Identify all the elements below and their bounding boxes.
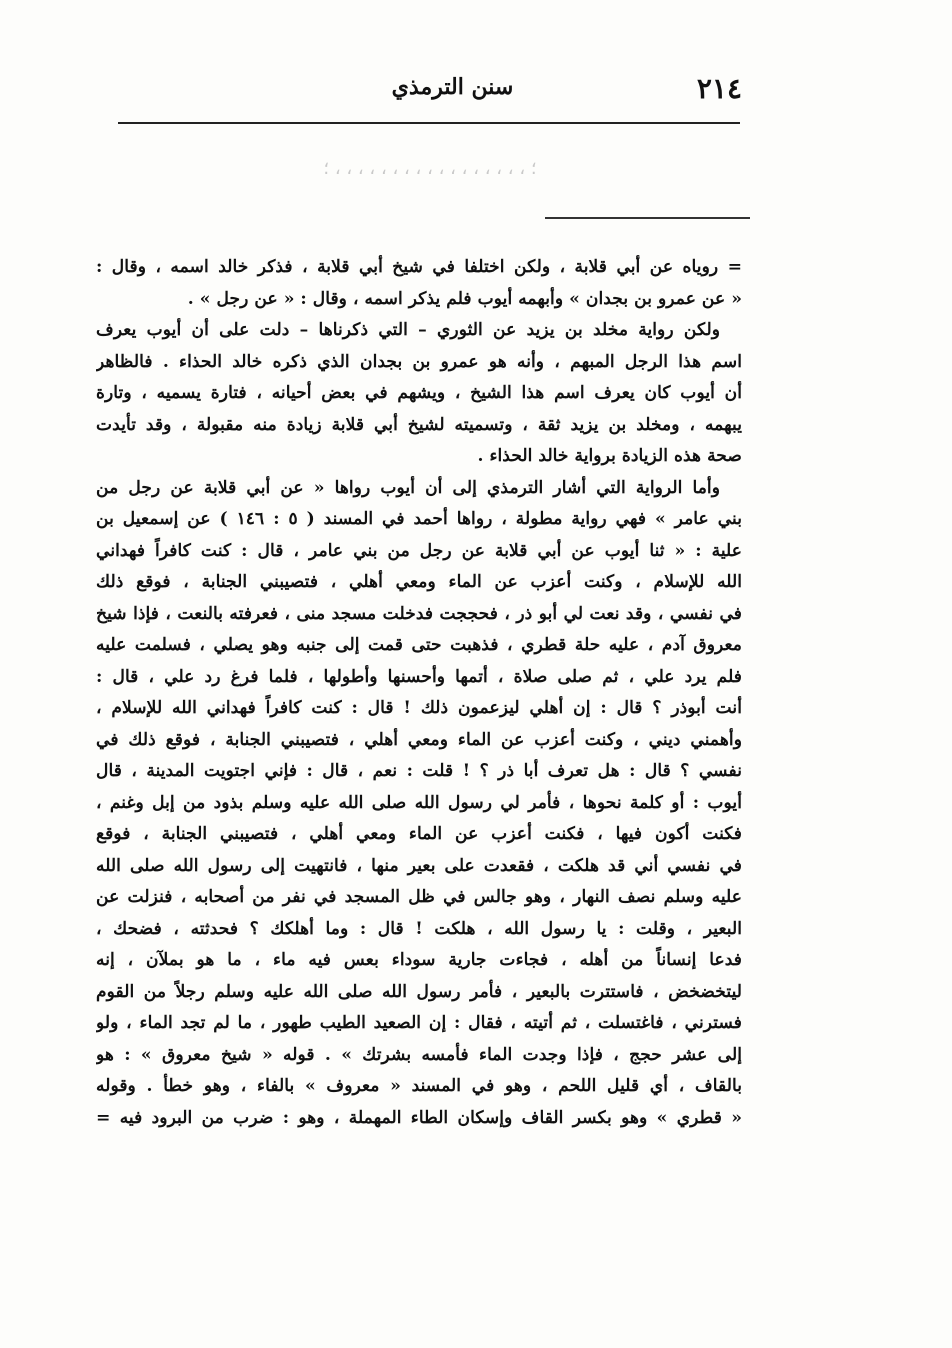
text-line: أيوب : أو كلمة نحوها ، فأمر لي رسول الله صلى الله عليه وسلم بذود من إبل وغنم ، xyxy=(96,792,742,813)
text-line: علية : « ثنا أيوب عن أبي قلابة عن رجل من بني عامر ، قال : كنت كافراً فهداني xyxy=(96,540,742,561)
running-title: سنن الترمذي xyxy=(391,74,514,100)
text-line: « قطري » وهو بكسر القاف وإسكان الطاء المهملة ، وهو : ضرب من البرود فيه = xyxy=(96,1107,742,1128)
text-line: فسترني ، فاغتسلت ، ثم أتيته ، فقال : إن الصعيد الطيب طهور ، ما لم تجد الماء ، ولو xyxy=(96,1013,742,1033)
text-line: صحة هذه الزيادة برواية خالد الحذاء . xyxy=(477,446,742,466)
text-line: عليه وسلم نصف النهار ، وهو جالس في ظل المسجد في نفر من أصحابه ، فنزلت عن xyxy=(96,887,742,907)
text-line: نفسي ؟ قال : هل تعرف أبا ذر ؟ ! قلت : نعم ، قال : فإني اجتويت المدينة ، قال xyxy=(96,761,742,781)
header-rule xyxy=(118,122,740,124)
text-line: بالقاف ، أي قليل اللحم ، وهو في المسند « معروف » بالفاء ، وهو خطأ . وقوله xyxy=(96,1076,742,1096)
page-number: ٢١٤ xyxy=(696,72,742,105)
text-line: أنت أبوذر ؟ قال : إن أهلي ليزعمون ذلك ! قال : كنت كافراً فهداني الله للإسلام ، xyxy=(96,698,742,718)
text-line: فكنت أكون فيها ، فكنت أعزب عن الماء ومعي أهلي ، فتصيبني الجنابة ، فوقع xyxy=(96,824,742,844)
text-line: وأهمني ديني ، وكنت أعزب عن الماء ومعي أهلي ، فتصيبني الجنابة ، فوقع ذلك في xyxy=(96,729,742,750)
text-line: أن أيوب كان يعرف اسم هذا الشيخ ، ويشهم في بعض أحيانه ، فتارة يسميه ، وتارة xyxy=(96,383,742,403)
text-line: = روياه عن أبي قلابة ، ولكن اختلفا في شيخ أبي قلابة ، فذكر خالد اسمه ، وقال : xyxy=(96,257,742,277)
text-line: في نفسي أني قد هلكت ، فقعدت على بعير منها ، فانتهيت إلى رسول الله صلى الله xyxy=(96,855,742,876)
paragraph xyxy=(96,315,742,473)
text-line: وأما الرواية التي أشار الترمذي إلى أن أيوب رواها « عن أبي قلابة عن رجل من xyxy=(96,477,720,498)
paragraph xyxy=(96,473,742,1135)
text-line: ليتخضخض ، فاستترت بالبعير ، فأمر رسول الله صلى الله عليه وسلم رجلاً من القوم xyxy=(96,981,742,1002)
body-text xyxy=(96,252,742,1134)
footnote-rule xyxy=(545,217,750,219)
text-line: الله للإسلام ، وكنت أعزب عن الماء ومعي أهلي ، فتصيبني الجنابة ، فوقع ذلك xyxy=(96,572,742,592)
text-line: في نفسي ، وقد نعت لي أبو ذر ، فحججت فدخلت مسجد منى ، فعرفته بالنعت ، فإذا شيخ xyxy=(96,603,742,624)
faded-bleed-through-line: ؛ ، ، ، ، ، ، ، ، ، ، ، ، ، ، ، ، ، ؛ xyxy=(323,158,537,179)
text-line: فلم يرد علي ، ثم صلى صلاة ، أتمها وأحسنها وأطولها ، فلما فرغ رد علي ، قال : xyxy=(96,666,742,687)
text-line: بني عامر » فهي رواية مطولة ، رواها أحمد في المسند ( ٥ : ١٤٦ ) عن إسمعيل بن xyxy=(96,509,742,529)
text-line: معروق آدم ، عليه حلة قطري ، فذهبت حتى قمت إلى جنبه وهو يصلي ، فسلمت عليه xyxy=(96,635,742,655)
text-line: فدعا إنساناً من أهله ، فجاءت جارية سوداء بعس فيه ماء ، ما هو بملآن ، إنه xyxy=(96,950,742,970)
page-header xyxy=(90,72,742,108)
text-line: البعير ، وقلت : يا رسول الله ، هلكت ! قال : وما أهلكك ؟ فحدثته ، فضحك ، xyxy=(96,918,742,939)
text-line: يبهمه ، ومخلد بن يزيد ثقة ، وتسميته لشيخ أبي قلابة زيادة منه مقبولة ، وقد تأيدت xyxy=(96,414,742,435)
paragraph xyxy=(96,252,742,315)
text-line: « عن عمرو بن بجدان » وأبهمه أيوب فلم يذكر اسمه ، وقال : « عن رجل » . xyxy=(187,288,742,309)
text-line: اسم هذا الرجل المبهم ، وأنه هو عمرو بن بجدان الذي ذكره خالد الحذاء . فالظاهر xyxy=(96,351,742,372)
text-line: ولكن رواية مخلد بن يزيد عن الثوري – التي ذكرناها – دلت على أن أيوب يعرف xyxy=(96,320,720,340)
text-line: إلى عشر حجج ، فإذا وجدت الماء فأمسه بشرتك » . قوله « شيخ معروق » : هو xyxy=(96,1044,742,1065)
faded-bleed-through-line-2 xyxy=(180,222,480,248)
